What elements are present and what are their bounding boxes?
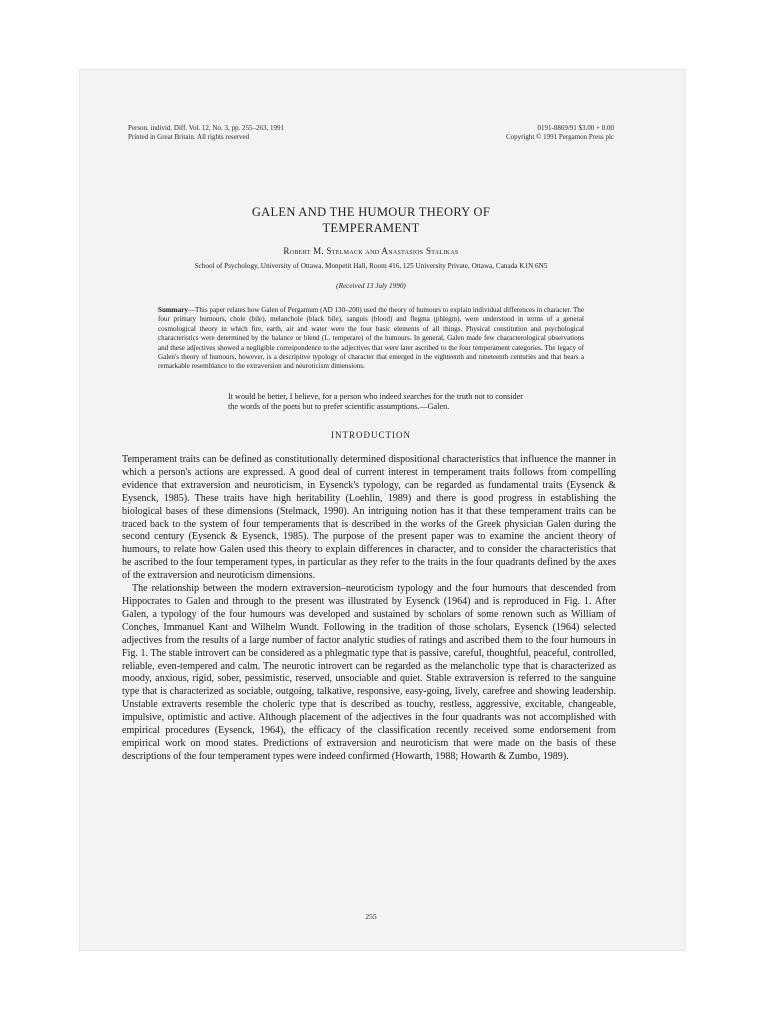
affiliation: School of Psychology, University of Ottawa, Monpetit Hall, Room 416, 125 University Private, Ottawa, Canada K1N 6N5 xyxy=(194,262,548,270)
journal-line-1: Person. individ. Diff. Vol. 12, No. 3, pp. 255–263, 1991 xyxy=(128,124,284,132)
copyright-block xyxy=(506,124,614,142)
authors: Robert M. Stelmack and Anastasios Stalikas xyxy=(283,246,459,256)
summary-lead: Summary xyxy=(158,306,188,314)
paper-title xyxy=(128,204,614,236)
issn-code: 0191-8869/91 $3.00 + 0.00 xyxy=(537,124,614,132)
summary-abstract xyxy=(158,306,584,372)
section-heading: INTRODUCTION xyxy=(331,430,411,441)
copyright-line: Copyright © 1991 Pergamon Press plc xyxy=(505,133,614,141)
paragraph-2: The relationship between the modern extraversion–neuroticism typology and the four humours that descended from Hippocrates to Galen and through to the present was illustrated by Eysenck (1964) and is reproduced in Fig. 1. After Galen, a typology of the four humours was developed and sustained by scholars of some renown such as William of Conches, Immanuel Kant and Wilhelm Wundt. Following in the tradition of those scholars, Eysenck (1964) selected adjectives from the results of a large number of factor analytic studies of ratings and ascribed them to the four humours in Fig. 1. The stable introvert can be considered as a phlegmatic type that is passive, careful, thoughtful, peaceful, controlled, reliable, even-tempered and calm. The neurotic introvert can be regarded as the melancholic type that is characterized as moody, anxious, rigid, sober, pessimistic, reserved, unsociable and quiet. Stable extraversion is referred to the sanguine type that is characterized as sociable, outgoing, talkative, responsive, easy-going, lively, carefree and showing leadership. Unstable extraverts resemble the choleric type that is described as touchy, restless, aggressive, excitable, changeable, impulsive, optimistic and active. Although placement of the adjectives in the four quadrants was not accomplished with empirical procedures (Eysenck, 1964), the efficacy of the classification recently received some endorsement from empirical work on mood states. Predictions of extraversion and neuroticism that were made on the basis of these descriptions of the four temperament types were indeed confirmed (Howarth, 1988; Howarth & Zumbo, 1989). xyxy=(122,583,616,762)
running-header xyxy=(128,124,614,142)
summary-text: —This paper relates how Galen of Pergamum (AD 130–200) used the theory of humours to explain individual differences in character. The four primary humours, chole (bile), melanchole (black bile), sanguis (blood) and flegma (phlegm), were understood in terms of a general cosmological theory in which fire, earth, air and water were the four basic elements of all things. Physical constitution and psychological characteristics were determined by the balance or blend (L. temperare) of the humours. In general, Galen made few characterological observations and these adjectives showed a negligible correspondence to the adjectives that were later ascribed to the four temperament categories. The legacy of Galen's theory of humours, however, is a descriptive typology of character that emerged in the eighteenth and nineteenth centuries and that bears a remarkable resemblance to the extraversion and neuroticism dimensions. xyxy=(158,306,584,371)
received-date: (Received 13 July 1990) xyxy=(336,282,406,290)
body-text xyxy=(122,454,616,764)
title-line-1: GALEN AND THE HUMOUR THEORY OF xyxy=(251,205,491,219)
journal-citation xyxy=(128,124,284,142)
page-number: 255 xyxy=(365,912,377,921)
paper-content xyxy=(122,124,616,921)
epigraph-quote: It would be better, I believe, for a person who indeed searches for the truth not to consider the words of the poets but to prefer scientific assumptions.—Galen. xyxy=(228,391,524,412)
paragraph-1: Temperament traits can be defined as constitutionally determined dispositional characteristics that influence the manner in which a person's actions are expressed. A good deal of current interest in temperament traits follows from compelling evidence that extraversion and neuroticism, in Eysenck's typology, can be regarded as fundamental traits (Eysenck & Eysenck, 1985). These traits have high heritability (Loehlin, 1989) and there is good progress in establishing the biological bases of these dimensions (Stelmack, 1990). An intriguing notion has it that these temperament traits can be traced back to the system of four temperaments that is described in the works of the Greek physician Galen during the second century (Eysenck & Eysenck, 1985). The purpose of the present paper was to examine the ancient theory of humours, to relate how Galen used this theory to explain differences in character, and to consider the characteristics that he ascribed to the four temperament types, in particular as they refer to the traits in the four quadrants defined by the axes of the extraversion and neuroticism dimensions. xyxy=(122,454,616,582)
journal-line-2: Printed in Great Britain. All rights reserved xyxy=(128,133,250,141)
title-line-2: TEMPERAMENT xyxy=(322,221,420,235)
